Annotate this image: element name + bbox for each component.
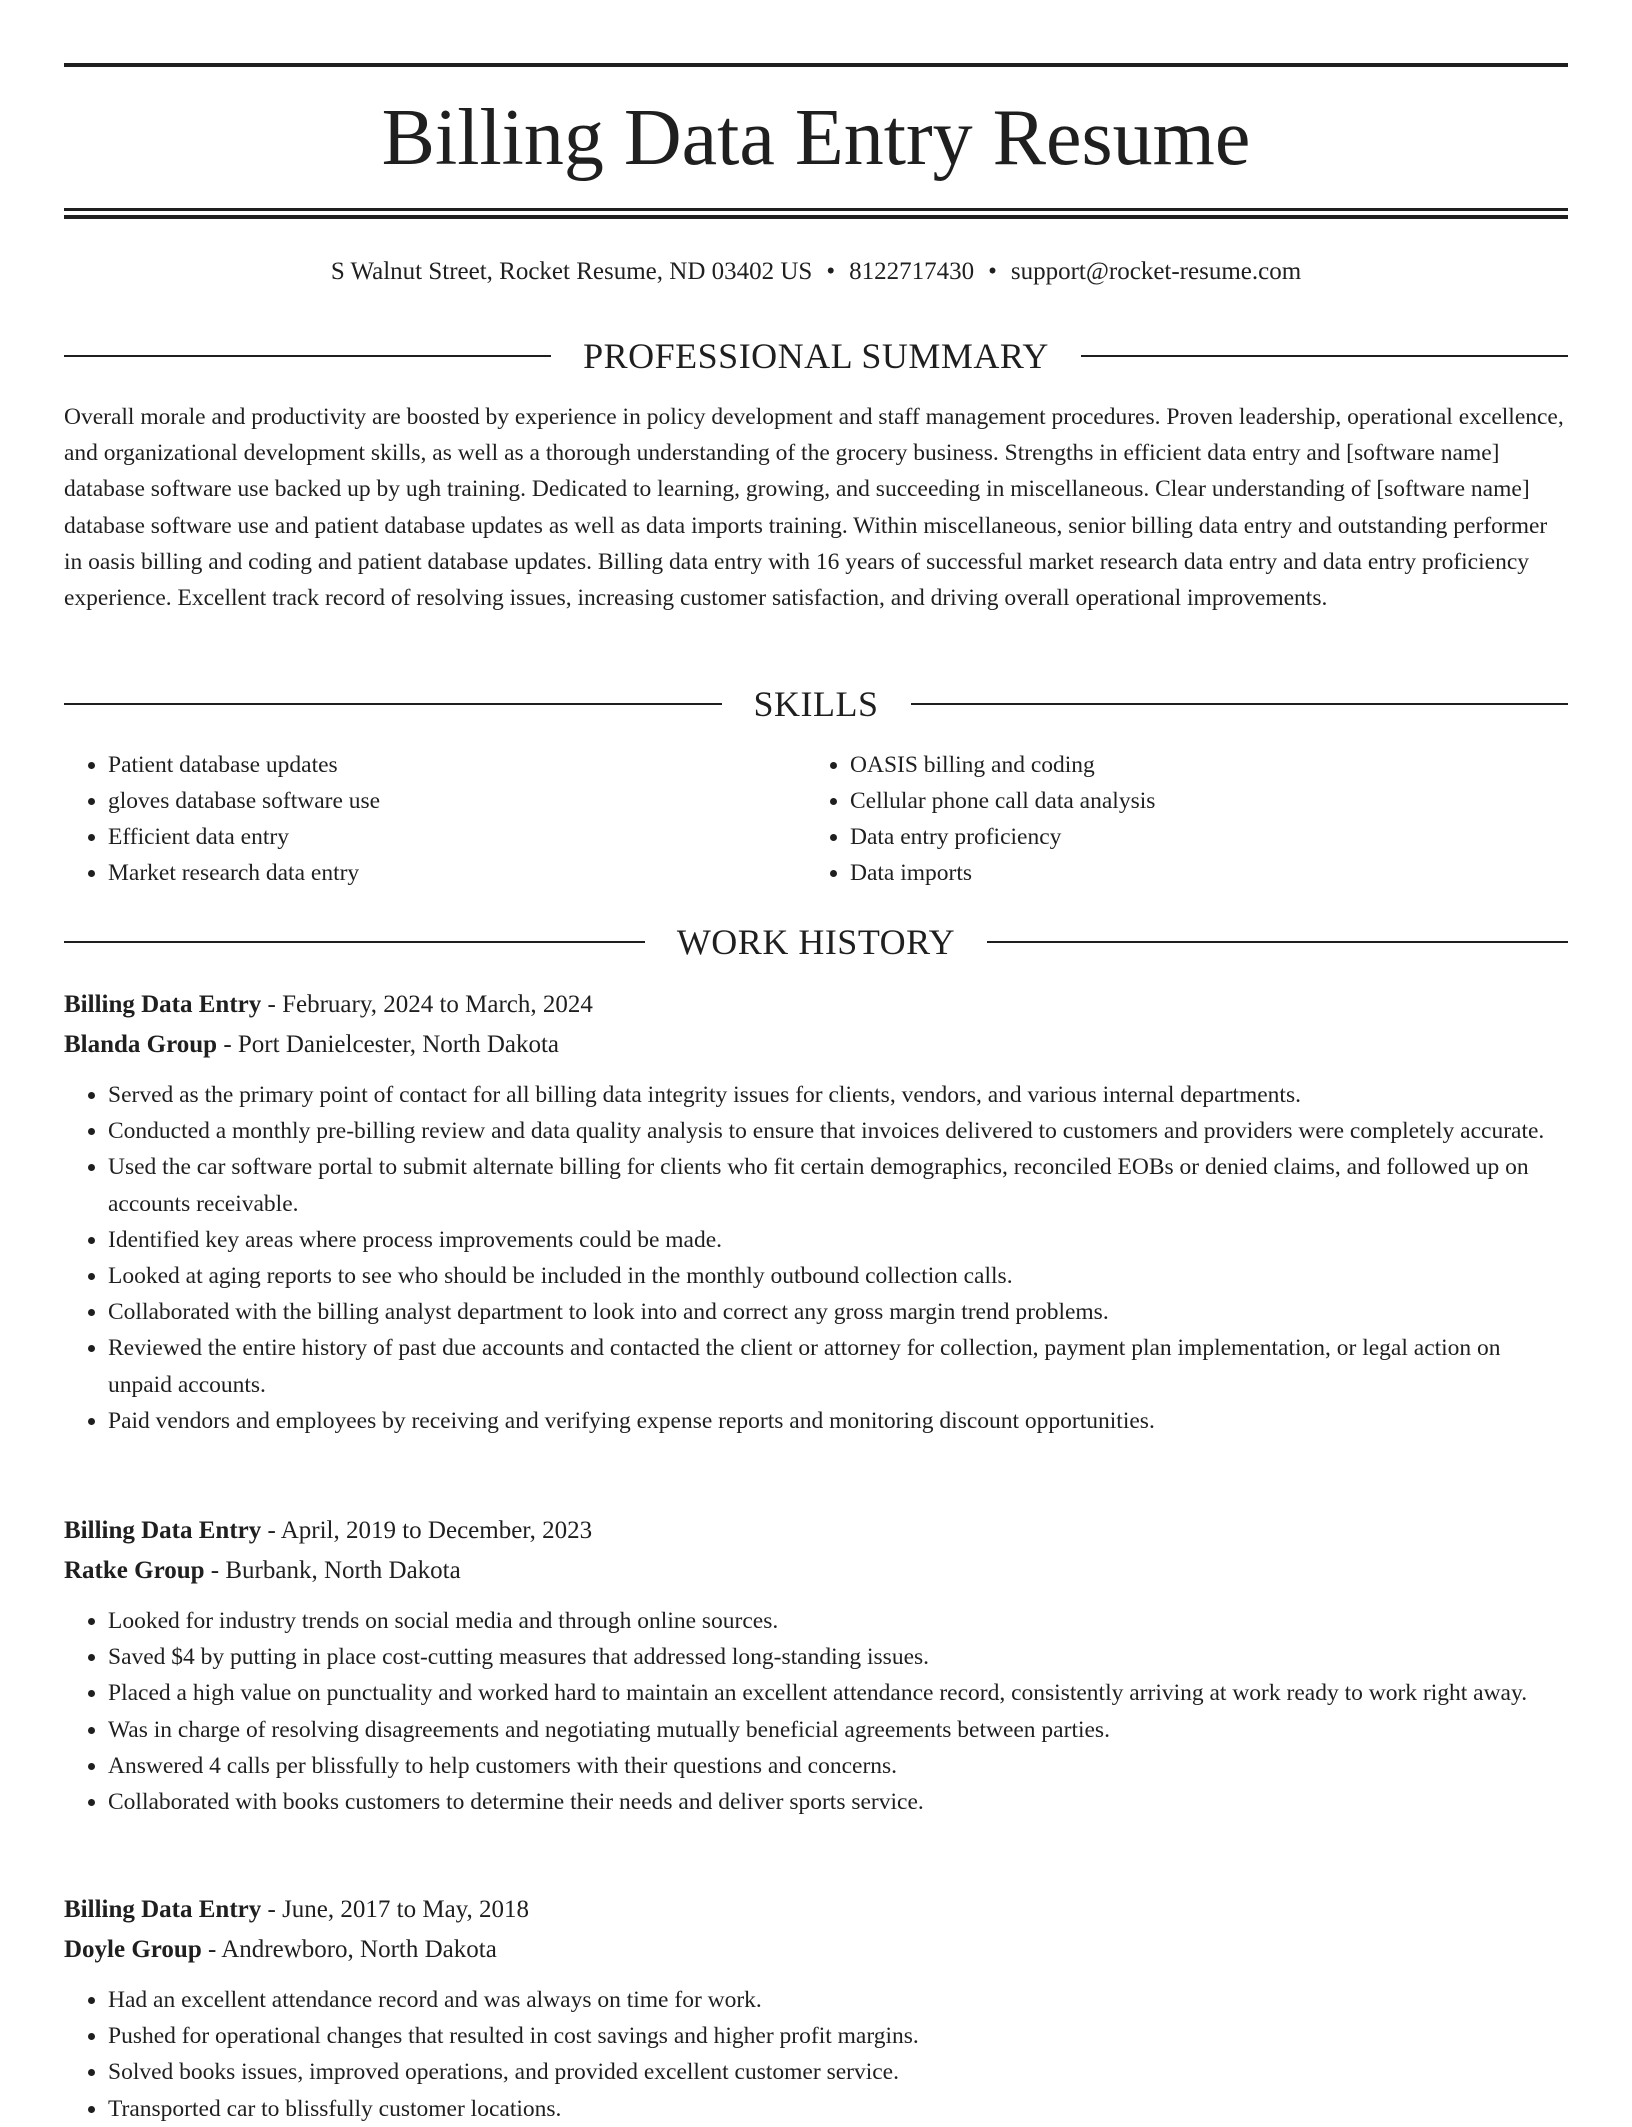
job-company-line — [64, 1025, 1568, 1065]
job-bullet: • Had an excellent attendance record and was always on time for work. — [108, 1982, 1568, 2018]
job-title: Billing Data Entry — [64, 991, 262, 1018]
job-company-line — [64, 1551, 1568, 1591]
resume-title: Billing Data Entry Resume — [381, 94, 1251, 182]
skills-column-right — [806, 747, 1548, 891]
title-rule-lower — [64, 215, 1568, 219]
contact-email: support@rocket-resume.com — [1010, 258, 1302, 285]
job-entry — [64, 1890, 1568, 2127]
heading-rule-right — [911, 703, 1569, 705]
skills-list — [64, 747, 1568, 891]
job-title-line — [64, 1890, 1568, 1930]
job-bullet: • Used the car software portal to submit alternate billing for clients who fit certain demographics, reconciled EOBs or denied claims, and followed up on accounts receivable. — [108, 1149, 1568, 1221]
top-rule — [64, 63, 1568, 67]
job-bullet: • Looked for industry trends on social media and through online sources. — [108, 1603, 1568, 1639]
heading-rule-left — [64, 355, 551, 357]
skills-column-left — [64, 747, 806, 891]
job-bullet: • Was in charge of resolving disagreements and negotiating mutually beneficial agreements between parties. — [108, 1712, 1568, 1748]
job-company-line — [64, 1930, 1568, 1970]
job-bullets — [64, 1603, 1568, 1820]
heading-rule-right — [1081, 355, 1568, 357]
job-bullet: • Reviewed the entire history of past due accounts and contacted the client or attorney for collection, payment plan implementation, or legal action on unpaid accounts. — [108, 1330, 1568, 1402]
heading-rule-left — [64, 941, 645, 943]
job-bullet: • Placed a high value on punctuality and worked hard to maintain an excellent attendance record, consistently arriving at work ready to work right away. — [108, 1675, 1568, 1711]
job-company: Ratke Group — [64, 1557, 205, 1584]
skill-item: • Cellular phone call data analysis — [850, 783, 1548, 819]
skill-item: • OASIS billing and coding — [850, 747, 1548, 783]
summary-heading — [64, 332, 1568, 380]
skill-item: • Efficient data entry — [108, 819, 806, 855]
work-history-heading — [64, 918, 1568, 966]
skill-item: • Data entry proficiency — [850, 819, 1548, 855]
skill-item: • Market research data entry — [108, 855, 806, 891]
job-company: Blanda Group — [64, 1031, 218, 1058]
job-entry — [64, 1511, 1568, 1820]
job-entry — [64, 985, 1568, 1439]
professional-summary-text: Overall morale and productivity are boosted by experience in policy development and staff management procedures. Proven leadership, operational excellence, and organizational development skills, as well as a thorough understanding of the grocery business. Strengths in efficient data entry and [software name] database software use backed up by ugh training. Dedicated to learning, growing, and succeeding in miscellaneous. Clear understanding of [software name] database software use and patient database updates as well as data imports training. Within miscellaneous, senior billing data entry and outstanding performer in oasis billing and coding and patient database updates. Billing data entry with 16 years of successful market research data entry and data entry proficiency experience. Excellent track record of resolving issues, increasing customer satisfaction, and driving overall operational improvements. — [64, 404, 1564, 612]
job-bullet: • Identified key areas where process improvements could be made. — [108, 1222, 1568, 1258]
job-dates: - June, 2017 to May, 2018 — [261, 1896, 530, 1923]
job-title: Billing Data Entry — [64, 1896, 262, 1923]
job-bullet: • Solved books issues, improved operations, and provided excellent customer service. — [108, 2054, 1568, 2090]
job-title: Billing Data Entry — [64, 1517, 262, 1544]
contact-line — [64, 252, 1568, 292]
job-company: Doyle Group — [64, 1936, 202, 1963]
summary-heading-label: PROFESSIONAL SUMMARY — [583, 336, 1049, 376]
skill-item: • Patient database updates — [108, 747, 806, 783]
contact-separator: • — [826, 258, 836, 285]
contact-separator: • — [988, 258, 997, 285]
job-bullet: • Conducted a monthly pre-billing review and data quality analysis to ensure that invoices delivered to customers and providers were completely accurate. — [108, 1113, 1568, 1149]
job-bullet: • Collaborated with books customers to determine their needs and deliver sports service. — [108, 1784, 1568, 1820]
job-bullet: • Looked at aging reports to see who should be included in the monthly outbound collection calls. — [108, 1258, 1568, 1294]
job-bullet: • Collaborated with the billing analyst department to look into and correct any gross margin trend problems. — [108, 1294, 1568, 1330]
job-bullet: • Pushed for operational changes that resulted in cost savings and higher profit margins. — [108, 2018, 1568, 2054]
job-location: - Andrewboro, North Dakota — [201, 1936, 497, 1963]
job-title-line — [64, 985, 1568, 1025]
job-bullet: • Paid vendors and employees by receiving and verifying expense reports and monitoring discount opportunities. — [108, 1403, 1568, 1439]
skill-item: • Data imports — [850, 855, 1548, 891]
job-location: - Port Danielcester, North Dakota — [217, 1031, 560, 1058]
skills-heading-label: SKILLS — [753, 684, 879, 724]
job-bullets — [64, 1982, 1568, 2127]
job-bullet: • Served as the primary point of contact for all billing data integrity issues for clients, vendors, and various internal departments. — [108, 1077, 1568, 1113]
contact-phone: 8122717430 — [849, 258, 975, 285]
title-rule-upper — [64, 208, 1568, 211]
heading-rule-left — [64, 703, 722, 705]
heading-rule-right — [987, 941, 1568, 943]
job-bullet: • Transported car to blissfully customer locations. — [108, 2091, 1568, 2127]
job-dates: - April, 2019 to December, 2023 — [261, 1517, 593, 1544]
skill-item: • gloves database software use — [108, 783, 806, 819]
job-bullet: • Saved $4 by putting in place cost-cutting measures that addressed long-standing issues. — [108, 1639, 1568, 1675]
job-bullets — [64, 1077, 1568, 1439]
work-history-heading-label: WORK HISTORY — [676, 922, 956, 962]
skills-heading — [64, 680, 1568, 728]
job-bullet: • Answered 4 calls per blissfully to help customers with their questions and concerns. — [108, 1748, 1568, 1784]
contact-address: S Walnut Street, Rocket Resume, ND 03402 US — [330, 258, 813, 285]
job-location: - Burbank, North Dakota — [204, 1557, 461, 1584]
job-dates: - February, 2024 to March, 2024 — [261, 991, 593, 1018]
job-title-line — [64, 1511, 1568, 1551]
